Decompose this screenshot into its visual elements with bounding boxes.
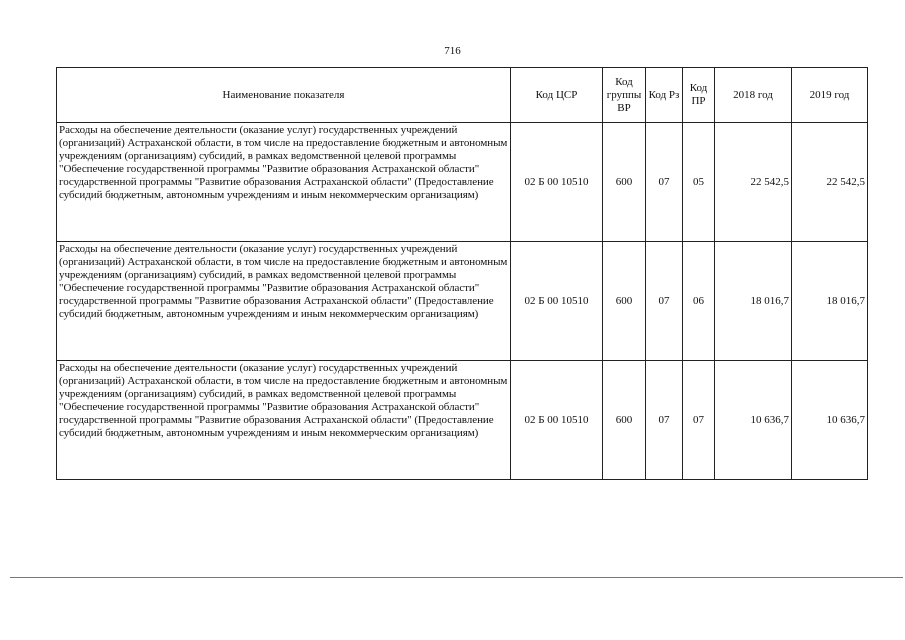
row-csr-code: 02 Б 00 10510 bbox=[511, 123, 603, 242]
row-vr-group-code: 600 bbox=[603, 242, 646, 361]
row-indicator-name: Расходы на обеспечение деятельности (оказание услуг) государственных учреждений (организаций) Астраханской области, в том числе на предоставление бюджетным и автономным учреждениям (организациям) субсидий, в рамках ведомственной целевой программы "Обеспечение государственной программы "Развитие образования Астраханской области" государственной программы "Развитие образования Астраханской области" (Предоставление субсидий бюджетным, автономным учреждениям и иным некоммерческим организациям) bbox=[57, 123, 511, 242]
header-csr-code: Код ЦСР bbox=[511, 68, 603, 123]
row-rz-code: 07 bbox=[646, 361, 683, 480]
budget-table bbox=[56, 67, 868, 480]
header-vr-group-code: Код группы ВР bbox=[603, 68, 646, 123]
row-pr-code: 05 bbox=[683, 123, 715, 242]
row-csr-code: 02 Б 00 10510 bbox=[511, 361, 603, 480]
table-row bbox=[57, 361, 868, 480]
table-header-row bbox=[57, 68, 868, 123]
row-amount-2018: 18 016,7 bbox=[715, 242, 792, 361]
table-row bbox=[57, 123, 868, 242]
header-year-2019: 2019 год bbox=[792, 68, 868, 123]
row-rz-code: 07 bbox=[646, 242, 683, 361]
row-amount-2019: 22 542,5 bbox=[792, 123, 868, 242]
row-rz-code: 07 bbox=[646, 123, 683, 242]
header-year-2018: 2018 год bbox=[715, 68, 792, 123]
row-csr-code: 02 Б 00 10510 bbox=[511, 242, 603, 361]
header-rz-code: Код Рз bbox=[646, 68, 683, 123]
bottom-divider bbox=[10, 577, 903, 578]
table-row bbox=[57, 242, 868, 361]
row-pr-code: 07 bbox=[683, 361, 715, 480]
row-vr-group-code: 600 bbox=[603, 123, 646, 242]
row-amount-2018: 22 542,5 bbox=[715, 123, 792, 242]
row-amount-2019: 18 016,7 bbox=[792, 242, 868, 361]
row-amount-2018: 10 636,7 bbox=[715, 361, 792, 480]
row-amount-2019: 10 636,7 bbox=[792, 361, 868, 480]
row-pr-code: 06 bbox=[683, 242, 715, 361]
page-number: 716 bbox=[444, 45, 461, 57]
row-vr-group-code: 600 bbox=[603, 361, 646, 480]
row-indicator-name: Расходы на обеспечение деятельности (оказание услуг) государственных учреждений (организаций) Астраханской области, в том числе на предоставление бюджетным и автономным учреждениям (организациям) субсидий, в рамках ведомственной целевой программы "Обеспечение государственной программы "Развитие образования Астраханской области" государственной программы "Развитие образования Астраханской области" (Предоставление субсидий бюджетным, автономным учреждениям и иным некоммерческим организациям) bbox=[57, 242, 511, 361]
header-indicator-name: Наименование показателя bbox=[57, 68, 511, 123]
row-indicator-name: Расходы на обеспечение деятельности (оказание услуг) государственных учреждений (организаций) Астраханской области, в том числе на предоставление бюджетным и автономным учреждениям (организациям) субсидий, в рамках ведомственной целевой программы "Обеспечение государственной программы "Развитие образования Астраханской области" государственной программы "Развитие образования Астраханской области" (Предоставление субсидий бюджетным, автономным учреждениям и иным некоммерческим организациям) bbox=[57, 361, 511, 480]
header-pr-code: Код ПР bbox=[683, 68, 715, 123]
